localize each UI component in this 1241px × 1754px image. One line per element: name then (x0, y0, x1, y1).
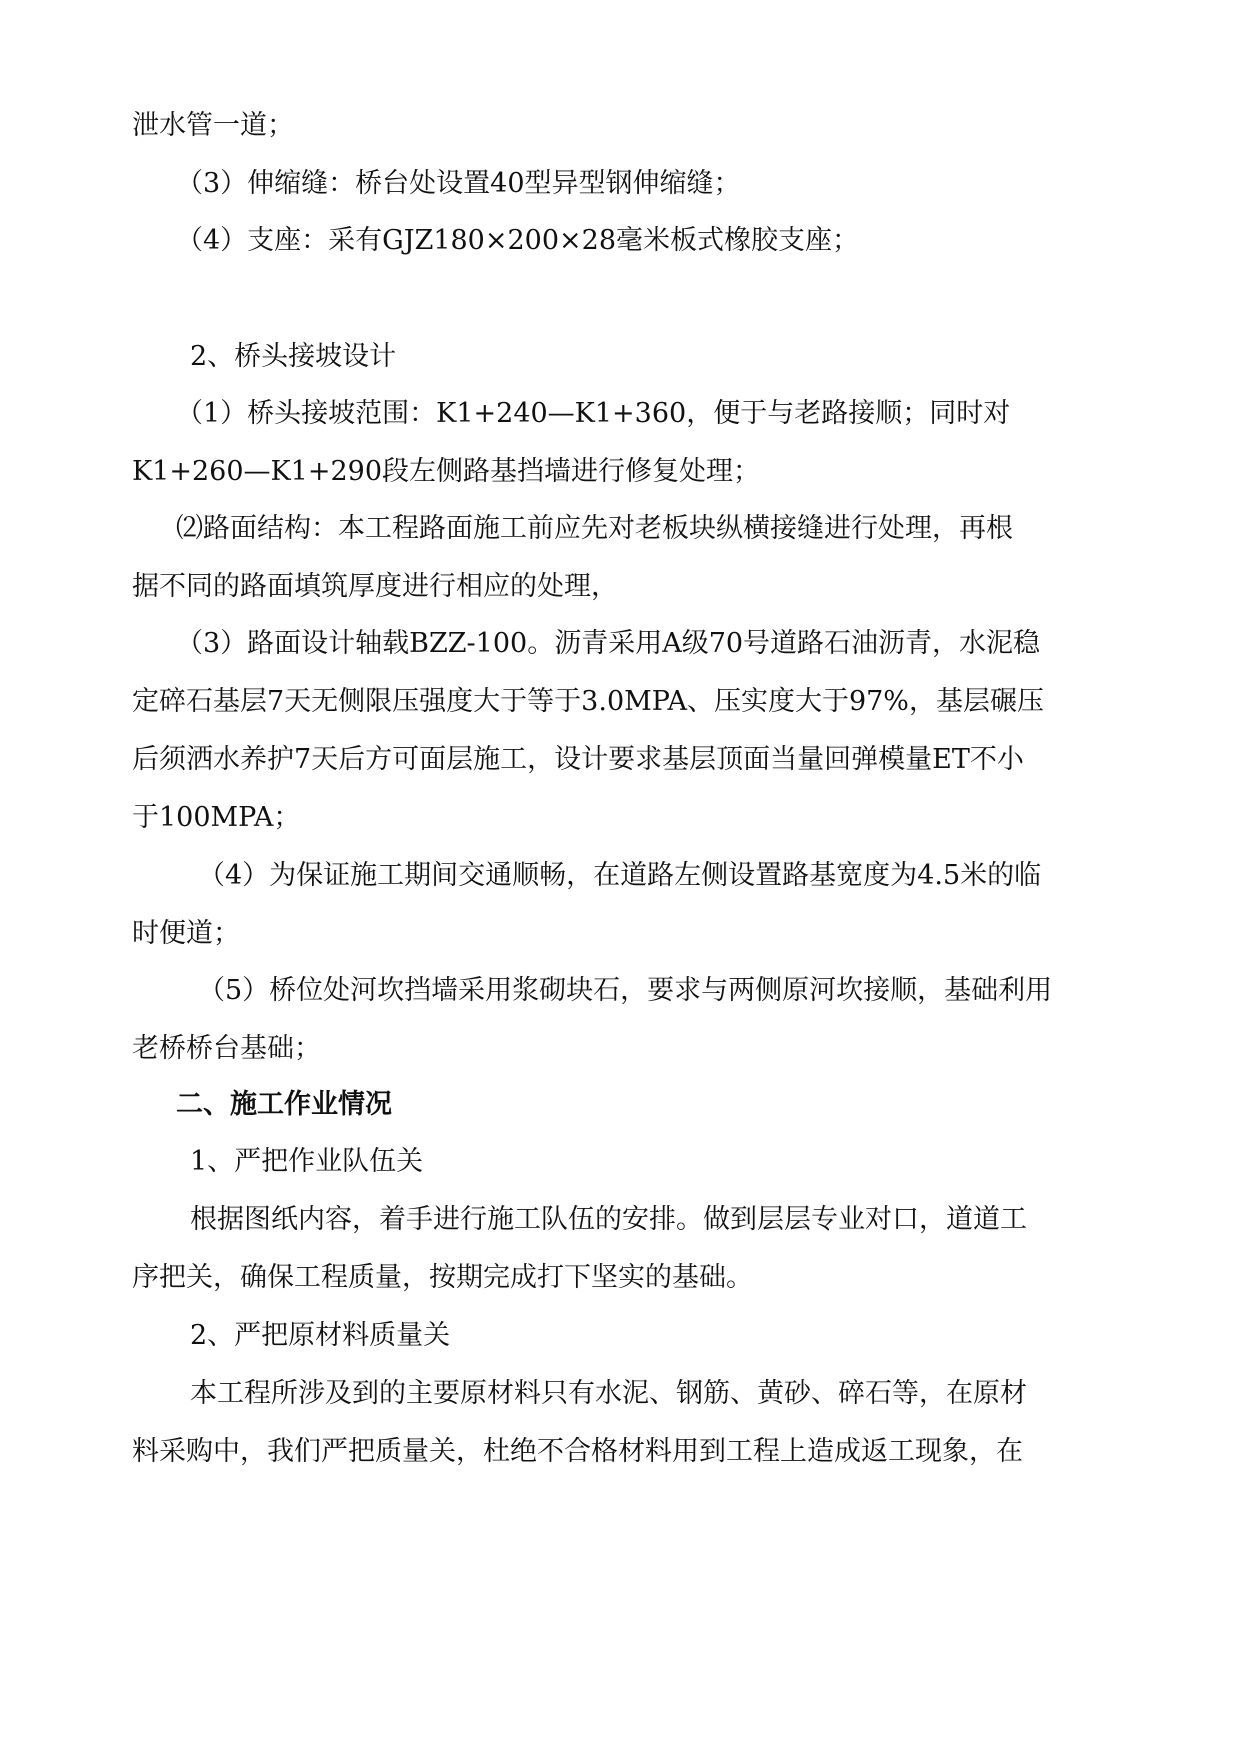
text-line: ⑵路面结构：本工程路面施工前应先对老板块纵横接缝进行处理，再根 (176, 513, 1013, 544)
text-line: 定碎石基层7天无侧限压强度大于等于3.0MPA、压实度大于97%，基层碾压 (132, 686, 1044, 717)
text-span: （1）桥头接坡范围：K1+240—K1+360，便于与老路接顺；同时对 (176, 398, 1011, 429)
text-line: （4）为保证施工期间交通顺畅，在道路左侧设置路基宽度为4.5米的临 (198, 860, 1042, 891)
text-line: 根据图纸内容，着手进行施工队伍的安排。做到层层专业对口，道道工 (190, 1204, 1027, 1235)
text-line: 据不同的路面填筑厚度进行相应的处理， (132, 571, 618, 602)
section-subheading: 1、严把作业队伍关 (190, 1146, 424, 1177)
text-line: 泄水管一道； (132, 110, 294, 141)
text-line: 料采购中，我们严把质量关，杜绝不合格材料用到工程上造成返工现象，在 (132, 1436, 1023, 1467)
text-line: 序把关，确保工程质量，按期完成打下坚实的基础。 (132, 1262, 753, 1293)
text-line: 本工程所涉及到的主要原材料只有水泥、钢筋、黄砂、碎石等，在原材 (190, 1378, 1027, 1409)
text-line: （3）路面设计轴载BZZ-100。沥青采用A级70号道路石油沥青，水泥稳 (176, 628, 1041, 659)
text-line: （4）支座：采有GJZ180×200×28毫米板式橡胶支座； (176, 225, 860, 256)
section-subheading: 2、严把原材料质量关 (190, 1320, 451, 1351)
text-line: 后须洒水养护7天后方可面层施工，设计要求基层顶面当量回弹模量ET不小 (132, 744, 1024, 775)
text-line (0, 396, 1241, 432)
text-line: 老桥桥台基础； (132, 1033, 321, 1064)
text-line: （5）桥位处河坎挡墙采用浆砌块石，要求与两侧原河坎接顺，基础利用 (198, 975, 1053, 1006)
section-heading: 2、桥头接坡设计 (190, 341, 397, 372)
text-line: K1+260—K1+290段左侧路基挡墙进行修复处理； (132, 456, 761, 487)
text-line: 时便道； (132, 918, 240, 949)
text-line: 于100MPA； (132, 802, 301, 833)
section-heading: 二、施工作业情况 (176, 1089, 392, 1120)
text-line: （3）伸缩缝：桥台处设置40型异型钢伸缩缝； (176, 168, 741, 199)
